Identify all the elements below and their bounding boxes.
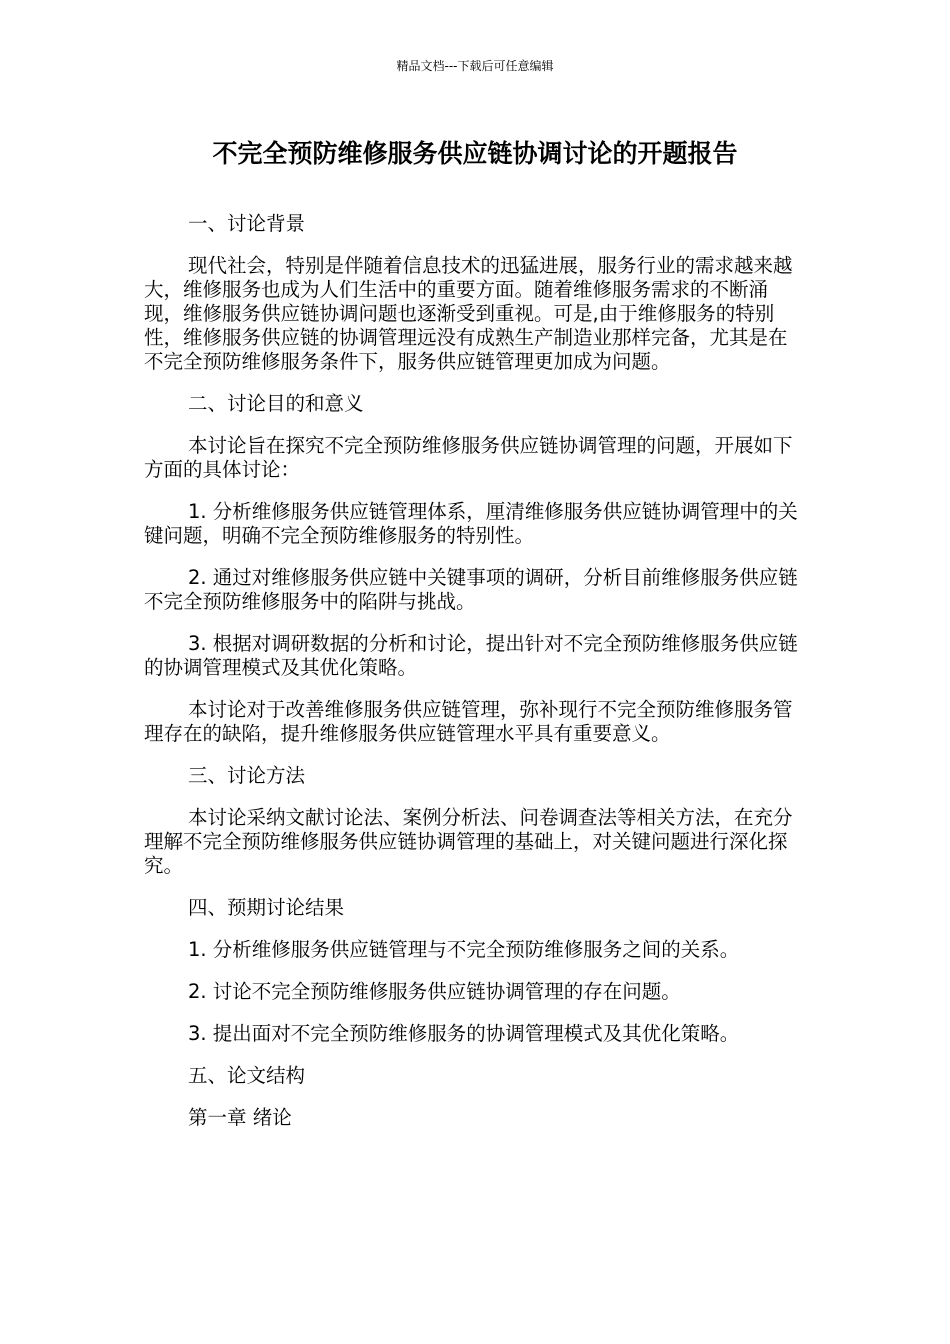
section-heading-method: 三、讨论方法 [188, 764, 306, 787]
section-heading-purpose: 二、讨论目的和意义 [188, 392, 364, 415]
paragraph-significance: 本讨论对于改善维修服务供应链管理，弥补现行不完全预防维修服务管理存在的缺陷，提升维修服务供应链管理水平具有重要意义。 [144, 698, 793, 745]
header-note: 精品文档---下载后可任意编辑 [396, 59, 554, 73]
paragraph-purpose-intro: 本讨论旨在探究不完全预防维修服务供应链协调管理的问题，开展如下方面的具体讨论： [144, 434, 793, 481]
list-item-purpose-3: 3. 根据对调研数据的分析和讨论，提出针对不完全预防维修服务供应链的协调管理模式及其优化策略。 [144, 632, 798, 679]
list-item-result-1: 1. 分析维修服务供应链管理与不完全预防维修服务之间的关系。 [188, 938, 740, 961]
section-heading-structure: 五、论文结构 [188, 1064, 306, 1087]
section-heading-background: 一、讨论背景 [188, 212, 306, 235]
paragraph-method: 本讨论采纳文献讨论法、案例分析法、问卷调查法等相关方法，在充分理解不完全预防维修服务供应链协调管理的基础上，对关键问题进行深化探究。 [144, 806, 793, 877]
document-title: 不完全预防维修服务供应链协调讨论的开题报告 [212, 139, 738, 168]
document-body [144, 212, 800, 1130]
paragraph-background: 现代社会，特别是伴随着信息技术的迅猛进展，服务行业的需求越来越大，维修服务也成为人们生活中的重要方面。随着维修服务需求的不断涌现，维修服务供应链协调问题也逐渐受到重视。可是,由于维修服务的特别性，维修服务供应链的协调管理远没有成熟生产制造业那样完备，尤其是在不完全预防维修服务条件下，服务供应链管理更加成为问题。 [144, 254, 793, 373]
chapter-heading-1: 第一章 绪论 [188, 1106, 292, 1129]
list-item-result-2: 2. 讨论不完全预防维修服务供应链协调管理的存在问题。 [188, 980, 681, 1003]
list-item-purpose-2: 2. 通过对维修服务供应链中关键事项的调研，分析目前维修服务供应链不完全预防维修服务中的陷阱与挑战。 [144, 566, 798, 613]
list-item-purpose-1: 1. 分析维修服务供应链管理体系，厘清维修服务供应链协调管理中的关键问题，明确不完全预防维修服务的特别性。 [144, 500, 798, 547]
section-heading-expected-results: 四、预期讨论结果 [188, 896, 345, 919]
list-item-result-3: 3. 提出面对不完全预防维修服务的协调管理模式及其优化策略。 [188, 1022, 740, 1045]
